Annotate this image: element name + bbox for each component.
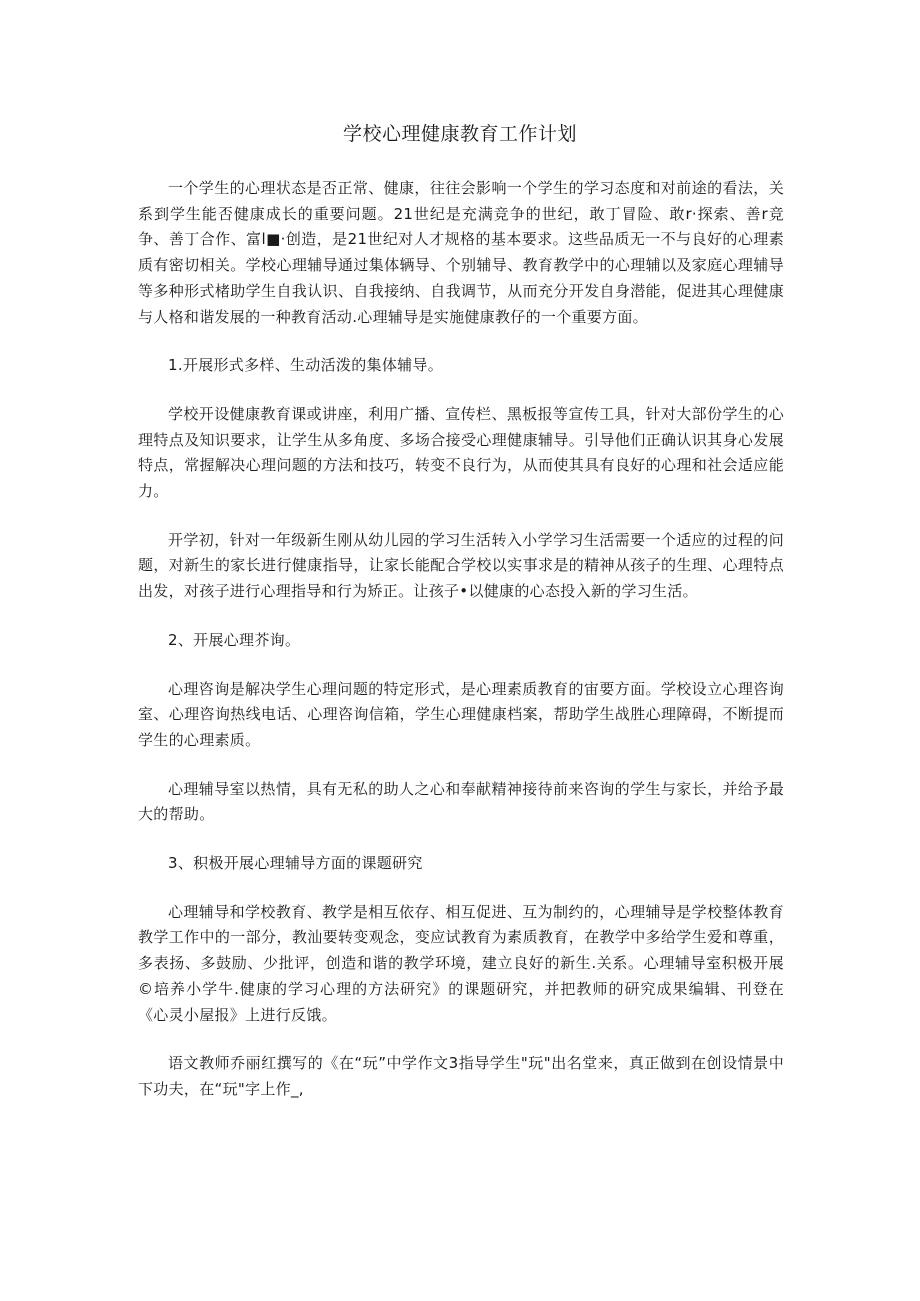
paragraph-counseling-room: 心理辅导室以热情，具有无私的助人之心和奉献精神接待前来咨询的学生与家长，并给予最大的帮助。	[138, 779, 784, 824]
paragraph-teacher-writing: 语文教师乔丽红撰写的《在“玩”中学作文3指导学生"玩"出名堂来，真正做到在创设情景中下功夫，在“玩"字上作_,	[138, 1054, 784, 1098]
section-heading-1: 1.开展形式多样、生动活泼的集体辅导。	[168, 356, 444, 375]
paragraph-consultation: 心理咨询是解决学生心理问题的特定形式，是心理素质教育的宙要方面。学校设立心理咨询室、心理咨询热线电话、心理咨询信箱，学生心理健康档案，帮助学生战胜心理障碍，不断提而学生的心理素质。	[138, 679, 784, 749]
section-heading-3: 3、积极开展心理辅导方面的课题研究	[168, 854, 423, 873]
section-heading-2: 2、开展心理芥询。	[168, 630, 301, 649]
document-body	[138, 176, 784, 1126]
paragraph-new-students: 开学初，针对一年级新生刚从幼儿园的学习生活转入小学学习生活需要一个适应的过程的问题，对新生的家长进行健康指导，让家长能配合学校以实事求是的精神从孩子的生理、心理特点出发，对孩子进行心理指导和行为矫正。让孩子•以健康的心态投入新的学习生活。	[138, 530, 784, 601]
paragraph-group-counseling: 学校开设健康教育课或讲座，利用广播、宣传栏、黑板报等宣传工具，针对大部份学生的心理特点及知识要求，让学生从多角度、多场合接受心理健康辅导。引导他们正确认识其身心发展特点，常握解决心理问题的方法和技巧，转变不良行为，从而使其具有良好的心理和社会适应能力。	[138, 404, 784, 501]
paragraph-research: 心理辅导和学校教育、教学是相互依存、相互促进、互为制约的，心理辅导是学校整体教育教学工作中的一部分，教汕要转变观念，变应试教育为素质教育，在教学中多给学生爱和尊重，多表扬、多鼓励、少批评，创造和谐的教学环境，建立良好的新生.关系。心理辅导室积极开展©培养小学牛.健康的学习心理的方法研究》的课题研究，并把教师的研究成果编辑、刊登在《心灵小屋报》上进行反饿。	[138, 902, 784, 1024]
paragraph-intro: 一个学生的心理状态是否正常、健康，往往会影响一个学生的学习态度和对前途的看法，关系到学生能否健康成长的重要问题。21世纪是充满竞争的世纪，敢丁冒险、敢r·探索、善r竞争、善丁合作、富l■·创造，是21世纪对人才规格的基本要求。这些品质无一不与良好的心理素质有密切相关。学校心理辅导通过集体辆导、个别辅导、教育教学中的心理辅以及家庭心理辅导等多种形式楮助学生自我认识、自我接纳、自我调节，从而充分开发自身潜能，促进其心理健康与人格和谐发展的一种教育活动.心理辅导是实施健康教仔的一个重要方面。	[138, 179, 784, 326]
document-title: 学校心理健康教育工作计划	[342, 123, 577, 145]
